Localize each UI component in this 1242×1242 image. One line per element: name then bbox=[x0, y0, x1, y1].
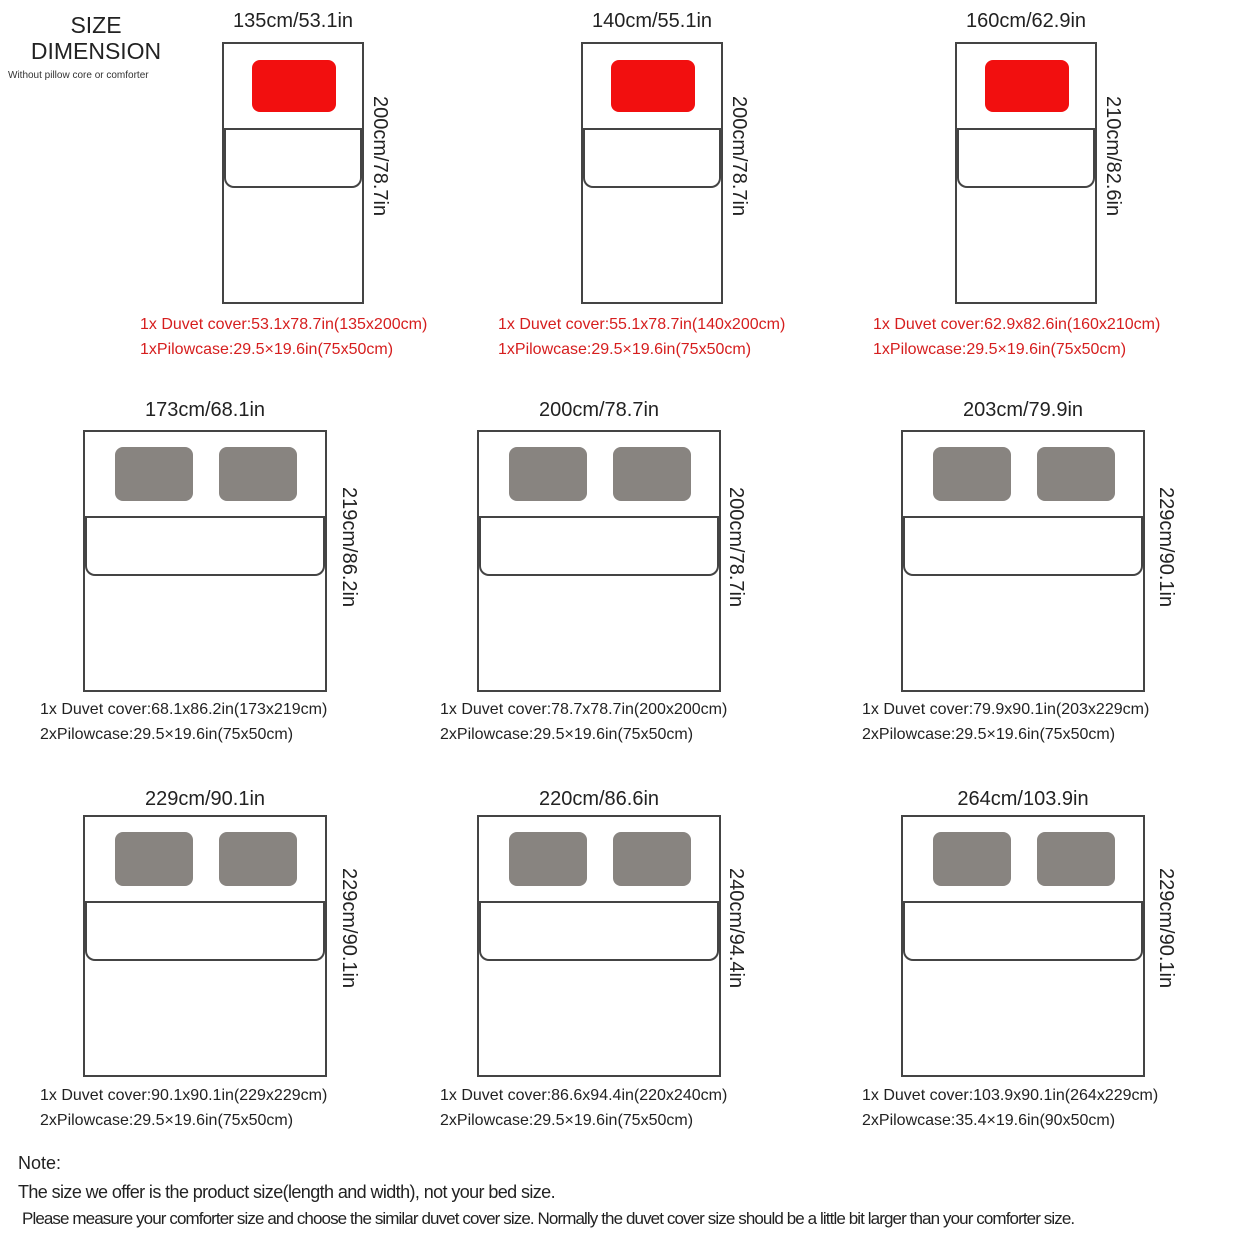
bed-4-pillow-left bbox=[115, 447, 193, 501]
bed-2-width-label: 140cm/55.1in bbox=[591, 10, 713, 32]
bed-5-pillow-right bbox=[613, 447, 691, 501]
bed-6-pillow-left bbox=[933, 447, 1011, 501]
bed-1-spec bbox=[140, 312, 427, 362]
bed-8-height-label: 240cm/94.4in bbox=[725, 868, 747, 989]
bed-7-pillowcase-spec: 2xPilowcase:29.5×19.6in(75x50cm) bbox=[40, 1112, 294, 1129]
bed-4-height-label: 219cm/86.2in bbox=[338, 487, 360, 608]
bed-7-height-label: 229cm/90.1in bbox=[338, 868, 360, 989]
bed-8-width-label: 220cm/86.6in bbox=[538, 788, 660, 810]
note-heading: Note: bbox=[18, 1153, 62, 1173]
bed-7-duvet-fold bbox=[85, 903, 325, 961]
bed-9-pillow-left bbox=[933, 832, 1011, 886]
bed-6-pillow-right bbox=[1037, 447, 1115, 501]
bed-6-width-label: 203cm/79.9in bbox=[962, 399, 1084, 421]
bed-9-height-label: 229cm/90.1in bbox=[1155, 868, 1177, 989]
note-line-1: The size we offer is the product size(length and width), not your bed size. bbox=[18, 1182, 555, 1202]
bed-5-width-label: 200cm/78.7in bbox=[538, 399, 660, 421]
bed-1-duvet-fold bbox=[224, 130, 362, 188]
bed-8-diagram bbox=[477, 815, 721, 1077]
bed-7-duvet-spec: 1x Duvet cover:90.1x90.1in(229x229cm) bbox=[40, 1087, 328, 1104]
bed-3-spec bbox=[873, 312, 1160, 362]
bed-3-diagram bbox=[955, 42, 1097, 304]
bed-2-pillow bbox=[611, 60, 695, 112]
bed-3-width-label: 160cm/62.9in bbox=[965, 10, 1087, 32]
bed-2-duvet-fold bbox=[583, 130, 721, 188]
bed-2-duvet-spec: 1x Duvet cover:55.1x78.7in(140x200cm) bbox=[498, 316, 786, 333]
bed-8-pillow-right bbox=[613, 832, 691, 886]
bed-4-width-label: 173cm/68.1in bbox=[144, 399, 266, 421]
bed-2-spec bbox=[498, 312, 785, 362]
bed-4-diagram bbox=[83, 430, 327, 692]
bed-9-pillowcase-spec: 2xPilowcase:35.4×19.6in(90x50cm) bbox=[862, 1112, 1116, 1129]
bed-1-diagram bbox=[222, 42, 364, 304]
bed-3-pillowcase-spec: 1xPilowcase:29.5×19.6in(75x50cm) bbox=[873, 341, 1127, 358]
bed-8-pillowcase-spec: 2xPilowcase:29.5×19.6in(75x50cm) bbox=[440, 1112, 694, 1129]
bed-5-spec bbox=[440, 697, 727, 747]
page-title bbox=[22, 12, 170, 64]
bed-6-duvet-fold bbox=[903, 518, 1143, 576]
bed-5-diagram bbox=[477, 430, 721, 692]
bed-8-pillow-left bbox=[509, 832, 587, 886]
note-line-2: Please measure your comforter size and choose the similar duvet cover size. Normally the duvet cover size should be a little bit larger than your comforter size. bbox=[22, 1209, 1075, 1228]
title-line-1: SIZE bbox=[70, 12, 122, 38]
bed-7-width-label: 229cm/90.1in bbox=[144, 788, 266, 810]
bed-1-pillowcase-spec: 1xPilowcase:29.5×19.6in(75x50cm) bbox=[140, 341, 394, 358]
bed-8-duvet-spec: 1x Duvet cover:86.6x94.4in(220x240cm) bbox=[440, 1087, 728, 1104]
bed-7-pillow-left bbox=[115, 832, 193, 886]
bed-6-height-label: 229cm/90.1in bbox=[1155, 487, 1177, 608]
bed-9-width-label: 264cm/103.9in bbox=[957, 788, 1089, 810]
title-line-2: DIMENSION bbox=[30, 38, 162, 64]
bed-7-diagram bbox=[83, 815, 327, 1077]
bed-1-height-label: 200cm/78.7in bbox=[369, 96, 391, 217]
bed-3-pillow bbox=[985, 60, 1069, 112]
bed-9-duvet-spec: 1x Duvet cover:103.9x90.1in(264x229cm) bbox=[862, 1087, 1159, 1104]
bed-1-width-label: 135cm/53.1in bbox=[232, 10, 354, 32]
bed-8-duvet-fold bbox=[479, 903, 719, 961]
bed-5-duvet-fold bbox=[479, 518, 719, 576]
bed-3-height-label: 210cm/82.6in bbox=[1102, 96, 1124, 217]
bed-2-diagram bbox=[581, 42, 723, 304]
bed-4-pillow-right bbox=[219, 447, 297, 501]
page-subtitle: Without pillow core or comforter bbox=[8, 70, 149, 81]
bed-7-pillow-right bbox=[219, 832, 297, 886]
bed-5-pillow-left bbox=[509, 447, 587, 501]
bed-1-duvet-spec: 1x Duvet cover:53.1x78.7in(135x200cm) bbox=[140, 316, 428, 333]
bed-4-spec bbox=[40, 697, 327, 747]
bed-5-duvet-spec: 1x Duvet cover:78.7x78.7in(200x200cm) bbox=[440, 701, 728, 718]
bed-2-pillowcase-spec: 1xPilowcase:29.5×19.6in(75x50cm) bbox=[498, 341, 752, 358]
bed-1-pillow bbox=[252, 60, 336, 112]
note-block bbox=[18, 1153, 1074, 1229]
bed-2-height-label: 200cm/78.7in bbox=[728, 96, 750, 217]
bed-4-pillowcase-spec: 2xPilowcase:29.5×19.6in(75x50cm) bbox=[40, 726, 294, 743]
bed-9-spec bbox=[862, 1083, 1158, 1133]
bed-9-duvet-fold bbox=[903, 903, 1143, 961]
bed-3-duvet-fold bbox=[957, 130, 1095, 188]
bed-8-spec bbox=[440, 1083, 727, 1133]
bed-6-duvet-spec: 1x Duvet cover:79.9x90.1in(203x229cm) bbox=[862, 701, 1150, 718]
bed-5-height-label: 200cm/78.7in bbox=[725, 487, 747, 608]
bed-9-diagram bbox=[901, 815, 1145, 1077]
bed-7-spec bbox=[40, 1083, 327, 1133]
bed-9-pillow-right bbox=[1037, 832, 1115, 886]
bed-6-pillowcase-spec: 2xPilowcase:29.5×19.6in(75x50cm) bbox=[862, 726, 1116, 743]
bed-3-duvet-spec: 1x Duvet cover:62.9x82.6in(160x210cm) bbox=[873, 316, 1161, 333]
bed-5-pillowcase-spec: 2xPilowcase:29.5×19.6in(75x50cm) bbox=[440, 726, 694, 743]
bed-6-spec bbox=[862, 697, 1149, 747]
bed-6-diagram bbox=[901, 430, 1145, 692]
bed-4-duvet-spec: 1x Duvet cover:68.1x86.2in(173x219cm) bbox=[40, 701, 328, 718]
bed-4-duvet-fold bbox=[85, 518, 325, 576]
